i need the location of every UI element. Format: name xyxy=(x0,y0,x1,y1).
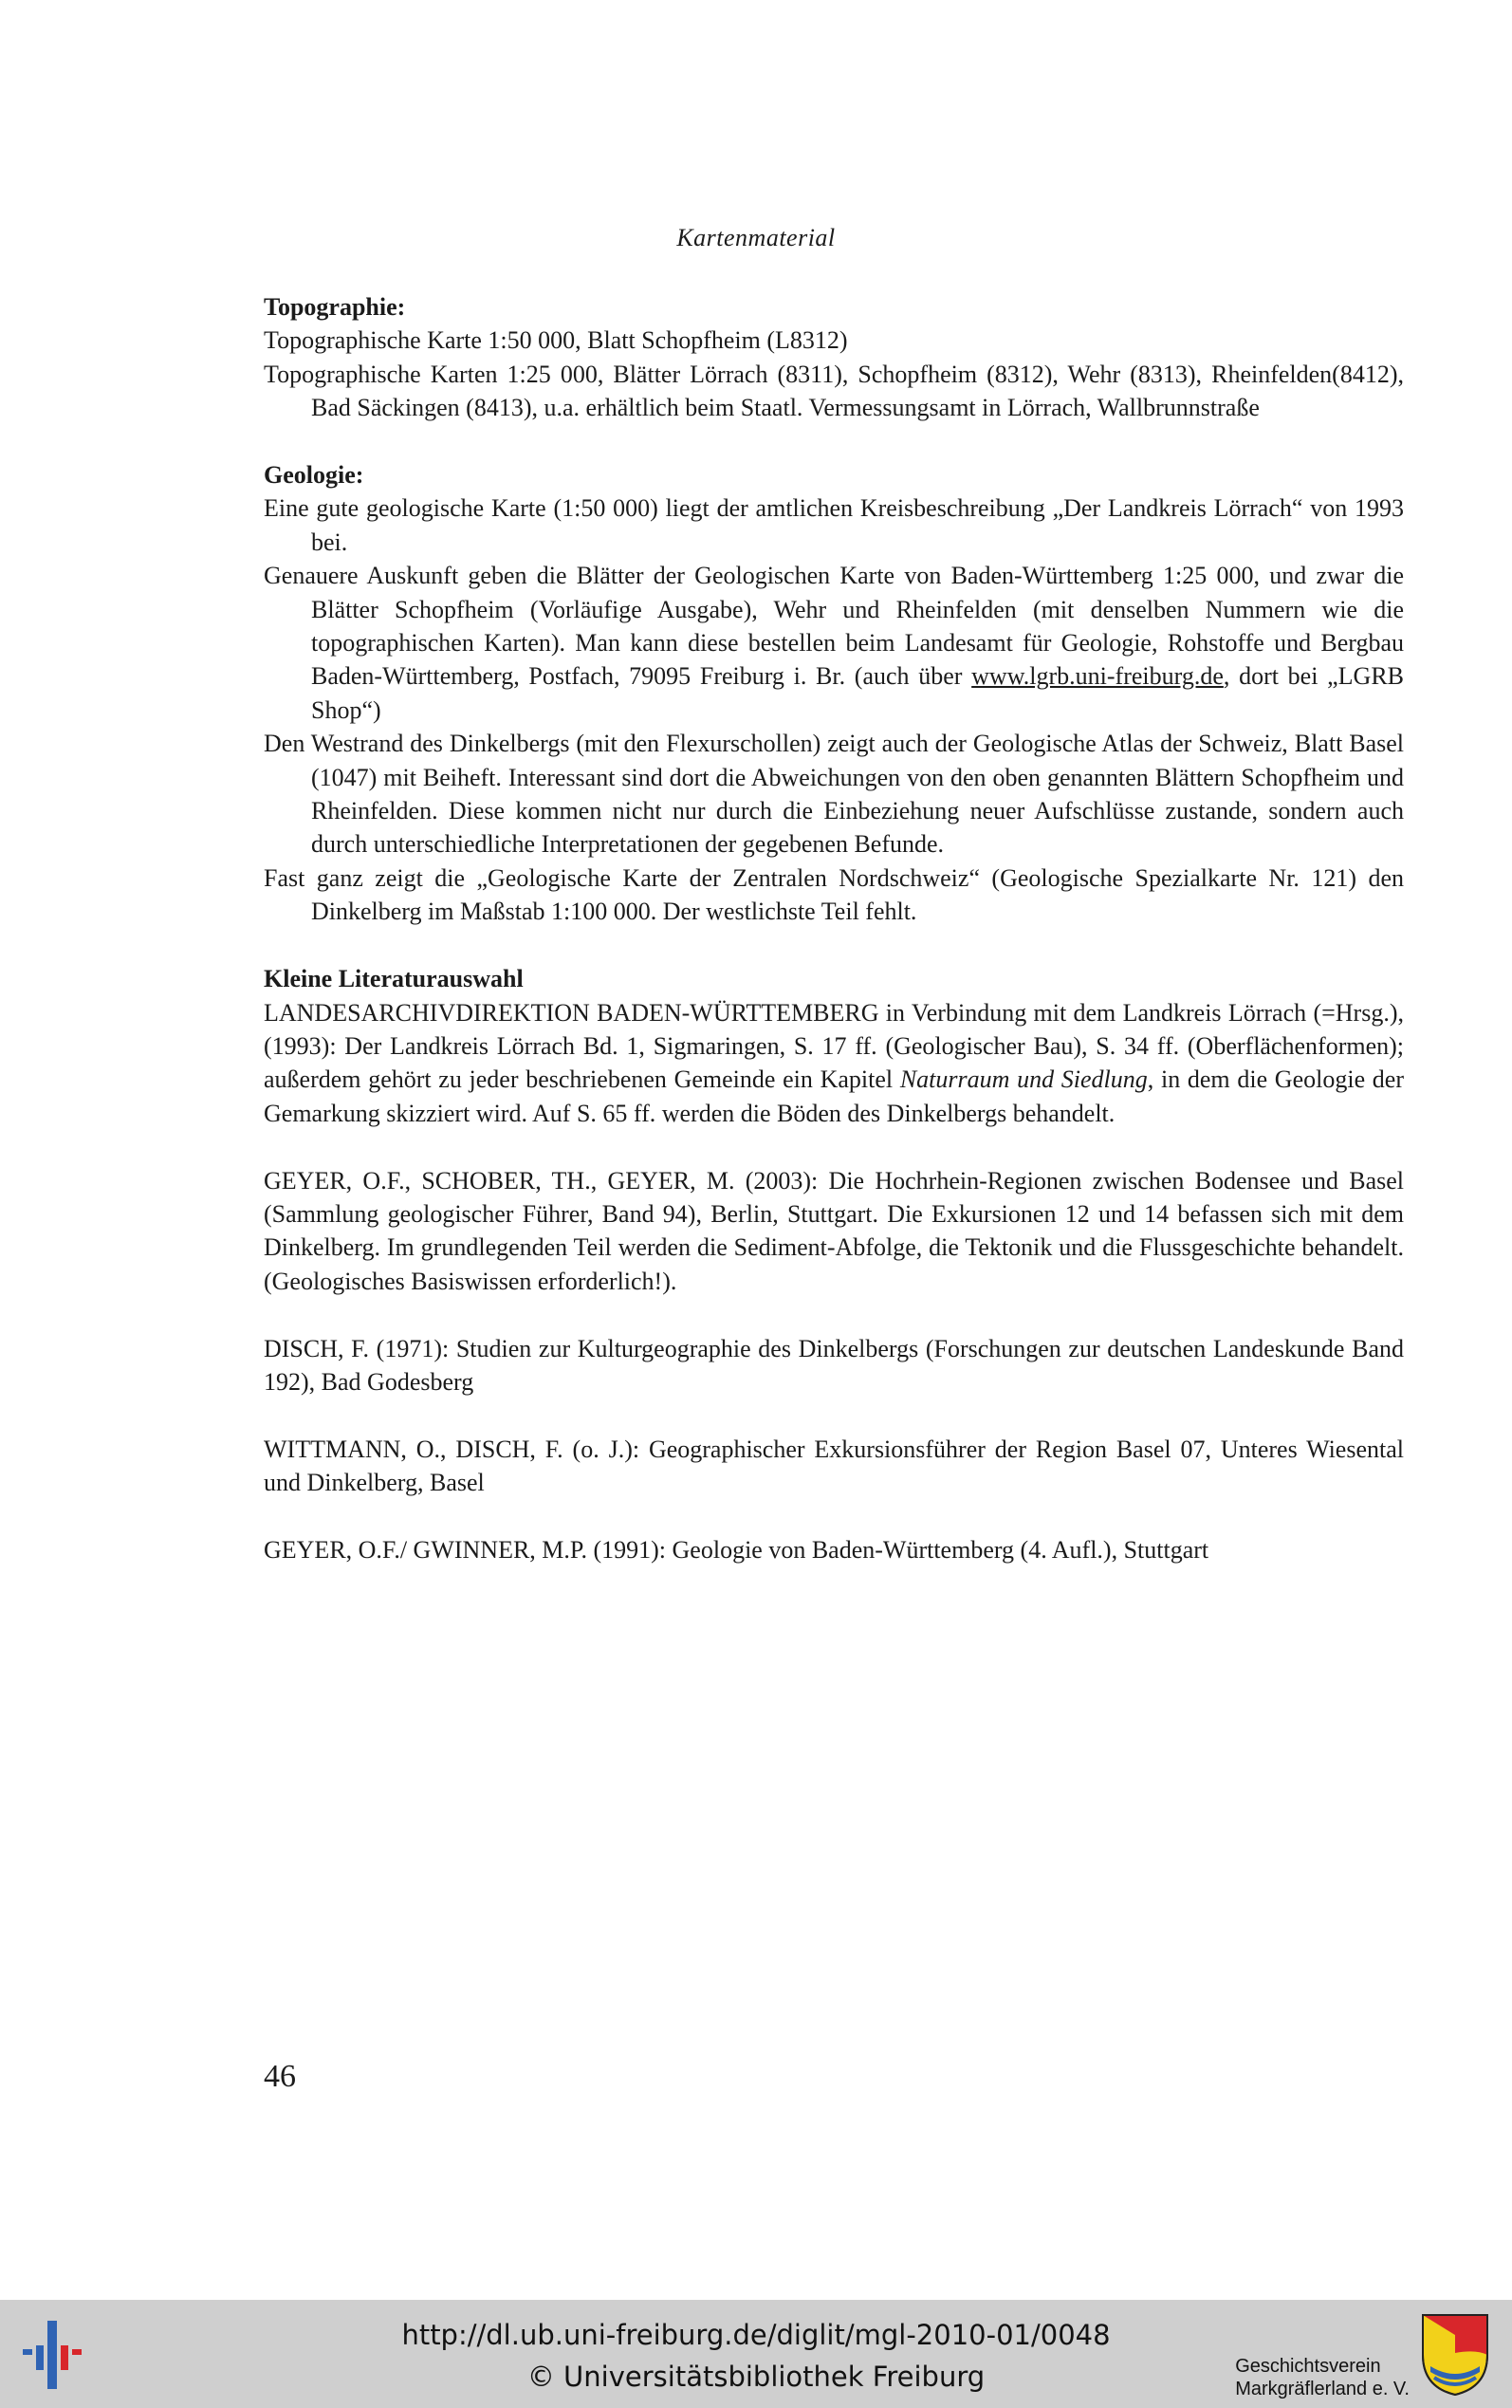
literature-reference: GEYER, O.F., SCHOBER, TH., GEYER, M. (2003): Die Hochrhein-Regionen zwischen Bodensee und Basel (Sammlung geologischer Führer, Band 94), Berlin, Stuttgart. Die Exkursionen 12 und 14 befassen sich mit dem Dinkelberg. Im grundlegenden Teil werden die Sediment-Abfolge, die Tektonik und die Flussgeschichte behandelt. (Geologisches Basiswissen erforderlich!). xyxy=(264,1166,1404,1295)
section-title-geologie: Geologie: xyxy=(264,461,364,490)
org-name-line: Markgräflerland e. V. xyxy=(1235,2379,1410,2399)
reference-text: LANDESARCHIVDIREKTION BADEN-WÜRTTEMBERG in Verbindung mit dem Landkreis Lörrach (=Hrsg.), (1993): Der Landkreis Lörrach Bd. 1, Sigmaringen, S. 17 ff. (Geologischer Bau), S. 34 ff. (Oberflächenformen); außerdem gehört zu jeder beschriebenen Gemeinde ein Kapitel xyxy=(264,998,1404,1094)
section-title-literatur: Kleine Literaturauswahl xyxy=(264,965,524,993)
coat-of-arms-icon xyxy=(1419,2311,1491,2403)
topographie-entry: Topographische Karten 1:25 000, Blätter Lörrach (8311), Schopfheim (8312), Wehr (8313), Rheinfelden(8412), Bad Säckingen (8413), u.a. erhältlich beim Staatl. Vermessungsamt in Lörrach, Wallbrunnstraße xyxy=(264,360,1404,422)
literature-reference xyxy=(264,996,1404,1131)
geologie-entry-tail: , dort bei „LGRB Shop“) xyxy=(311,662,1404,724)
literature-reference: GEYER, O.F./ GWINNER, M.P. (1991): Geologie von Baden-Württemberg (4. Aufl.), Stuttgart xyxy=(264,1535,1209,1564)
geologie-entry xyxy=(264,559,1404,727)
geologie-entry-text: Genauere Auskunft geben die Blätter der Geologischen Karte von Baden-Württemberg 1:25 000, und zwar die Blätter Schopfheim (Vorläufige Ausgabe), Wehr und Rheinfelden (mit denselben Nummern wie die topographischen Karten). Man kann diese bestellen beim Landesamt für Geologie, Rohstoffe und Bergbau Baden-Württemberg, Postfach, 79095 Freiburg i. Br. (auch über xyxy=(264,562,1404,691)
topographie-entry: Topographische Karte 1:50 000, Blatt Schopfheim (L8312) xyxy=(264,326,848,355)
literature-reference: WITTMANN, O., DISCH, F. (o. J.): Geographischer Exkursionsführer der Region Basel 07, Unteres Wiesental und Dinkelberg, Basel xyxy=(264,1435,1404,1497)
geologie-entry: Den Westrand des Dinkelbergs (mit den Flexurschollen) zeigt auch der Geologische Atlas der Schweiz, Blatt Basel (1047) mit Beiheft. Interessant sind dort die Abweichungen von den oben genannten Blättern Schopfheim und Rheinfelden. Diese kommen nicht nur durch die Einbeziehung neuer Aufschlüsse zustande, sondern auch durch unterschiedliche Interpretationen der gegebenen Befunde. xyxy=(264,730,1404,859)
org-name-line: Geschichtsverein xyxy=(1235,2356,1381,2377)
page-number: 46 xyxy=(264,2059,296,2094)
geologie-entry: Fast ganz zeigt die „Geologische Karte der Zentralen Nordschweiz“ (Geologische Spezialkarte Nr. 121) den Dinkelberg im Maßstab 1:100 000. Der westlichste Teil fehlt. xyxy=(264,863,1404,926)
lgrb-link[interactable]: www.lgrb.uni-freiburg.de xyxy=(971,662,1224,691)
footer-url[interactable]: http://dl.ub.uni-freiburg.de/diglit/mgl-2010-01/0048 xyxy=(401,2319,1111,2351)
footer-bar xyxy=(0,2300,1512,2408)
footer-copyright: © Universitätsbibliothek Freiburg xyxy=(526,2361,986,2393)
reference-italic: Naturraum und Siedlung xyxy=(899,1065,1148,1094)
section-title-topographie: Topographie: xyxy=(264,293,406,321)
geologie-entry: Eine gute geologische Karte (1:50 000) liegt der amtlichen Kreisbeschreibung „Der Landkreis Lörrach“ von 1993 bei. xyxy=(264,494,1404,556)
running-title: Kartenmaterial xyxy=(676,224,836,251)
page-content xyxy=(264,290,1404,1601)
org-name xyxy=(1235,2355,1410,2400)
literature-reference: DISCH, F. (1971): Studien zur Kulturgeographie des Dinkelbergs (Forschungen zur deutschen Landeskunde Band 192), Bad Godesberg xyxy=(264,1334,1404,1396)
reference-text: , in dem die Geologie der Gemarkung skizziert wird. Auf S. 65 ff. werden die Böden des Dinkelbergs behandelt. xyxy=(264,1065,1404,1127)
